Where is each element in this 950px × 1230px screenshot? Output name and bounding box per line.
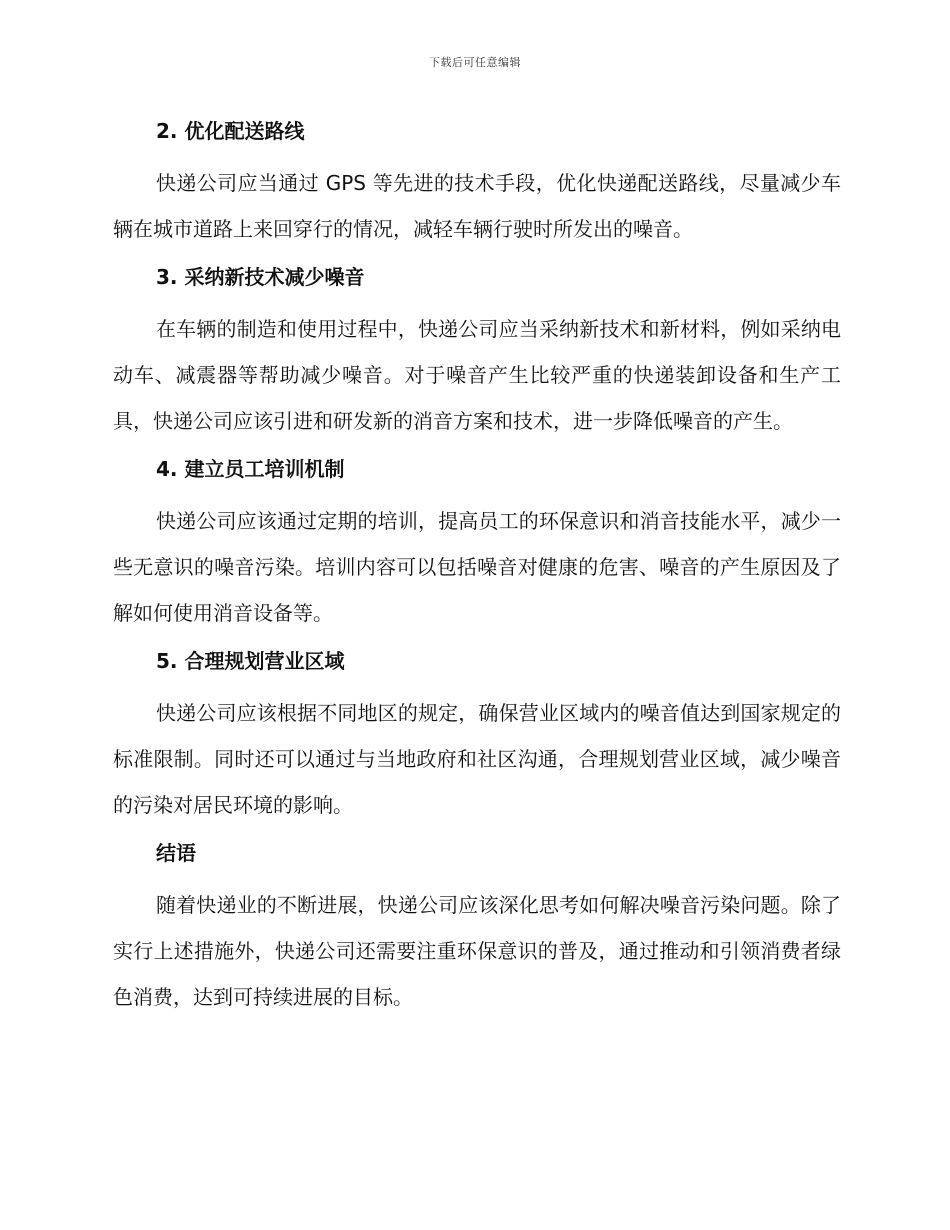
- section-heading-conclusion: 结语: [156, 841, 196, 865]
- section-heading-new-technology: 3. 采纳新技术减少噪音: [156, 265, 365, 289]
- section-paragraph-new-technology: 在车辆的制造和使用过程中，快递公司应当采纳新技术和新材料，例如采纳电动车、减震器等帮助减少噪音。对于噪音产生比较严重的快递装卸设备和生产工具，快递公司应该引进和研发新的消音方案和技术，进一步降低噪音的产生。: [113, 317, 841, 433]
- section-paragraph-conclusion: 随着快递业的不断进展，快递公司应该深化思考如何解决噪音污染问题。除了实行上述措施外，快递公司还需要注重环保意识的普及，通过推动和引领消费者绿色消费，达到可持续进展的目标。: [113, 893, 841, 1009]
- header-note: 下载后可任意编辑: [429, 56, 521, 69]
- section-heading-staff-training: 4. 建立员工培训机制: [156, 457, 345, 481]
- section-heading-business-areas: 5. 合理规划营业区域: [156, 649, 345, 673]
- section-paragraph-optimize-routes: 快递公司应当通过 GPS 等先进的技术手段，优化快递配送路线，尽量减少车辆在城市道路上来回穿行的情况，减轻车辆行驶时所发出的噪音。: [113, 171, 841, 241]
- document-body: [113, 110, 841, 1020]
- section-paragraph-business-areas: 快递公司应该根据不同地区的规定，确保营业区域内的噪音值达到国家规定的标准限制。同时还可以通过与当地政府和社区沟通，合理规划营业区域，减少噪音的污染对居民环境的影响。: [113, 701, 841, 817]
- section-heading-optimize-routes: 2. 优化配送路线: [156, 119, 305, 143]
- section-paragraph-staff-training: 快递公司应该通过定期的培训，提高员工的环保意识和消音技能水平，减少一些无意识的噪音污染。培训内容可以包括噪音对健康的危害、噪音的产生原因及了解如何使用消音设备等。: [113, 509, 841, 625]
